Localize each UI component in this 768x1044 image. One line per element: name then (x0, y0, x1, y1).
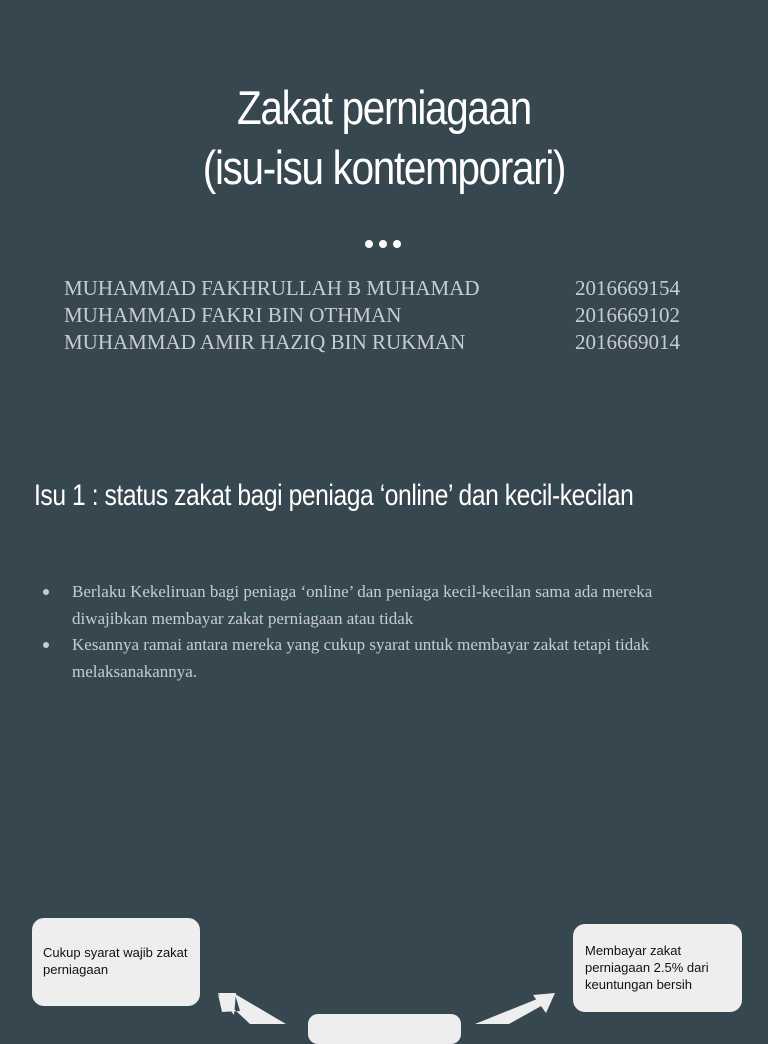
member-row (64, 275, 684, 302)
diagram-box-bottom (308, 1014, 461, 1044)
issue-bullet-list (38, 579, 718, 685)
issue-heading: Isu 1 : status zakat bagi peniaga ‘online’ dan kecil-kecilan (34, 479, 634, 512)
right-arrow-head (533, 993, 555, 1013)
title-line-2: (isu-isu kontemporari) (202, 141, 566, 194)
separator-dot (393, 240, 401, 248)
member-name: MUHAMMAD FAKRI BIN OTHMAN (64, 303, 402, 327)
member-id: 2016669154 (575, 276, 680, 300)
right-arrow-icon (475, 995, 552, 1024)
left-arrow-head (218, 993, 236, 1015)
member-name: MUHAMMAD FAKHRULLAH B MUHAMAD (64, 276, 480, 300)
slide-title (54, 78, 714, 198)
member-name: MUHAMMAD AMIR HAZIQ BIN RUKMAN (64, 330, 466, 354)
title-line-1: Zakat perniagaan (237, 81, 531, 134)
bullet-item: Kesannya ramai antara mereka yang cukup syarat untuk membayar zakat tetapi tidak melaksanakannya. (38, 632, 718, 685)
separator-dot (379, 240, 387, 248)
member-row (64, 329, 684, 356)
bullet-item: Berlaku Kekeliruan bagi peniaga ‘online’ dan peniaga kecil-kecilan sama ada mereka diwajibkan membayar zakat perniagaan atau tidak (38, 579, 718, 632)
diagram-box-left: Cukup syarat wajib zakat perniagaan (32, 918, 200, 1006)
separator-dot (365, 240, 373, 248)
member-id: 2016669102 (575, 303, 680, 327)
member-list (64, 275, 684, 356)
member-row (64, 302, 684, 329)
member-id: 2016669014 (575, 330, 680, 354)
diagram-box-right: Membayar zakat perniagaan 2.5% dari keuntungan bersih (573, 924, 742, 1012)
left-arrow-icon (218, 994, 286, 1024)
ellipsis-separator (365, 240, 405, 248)
